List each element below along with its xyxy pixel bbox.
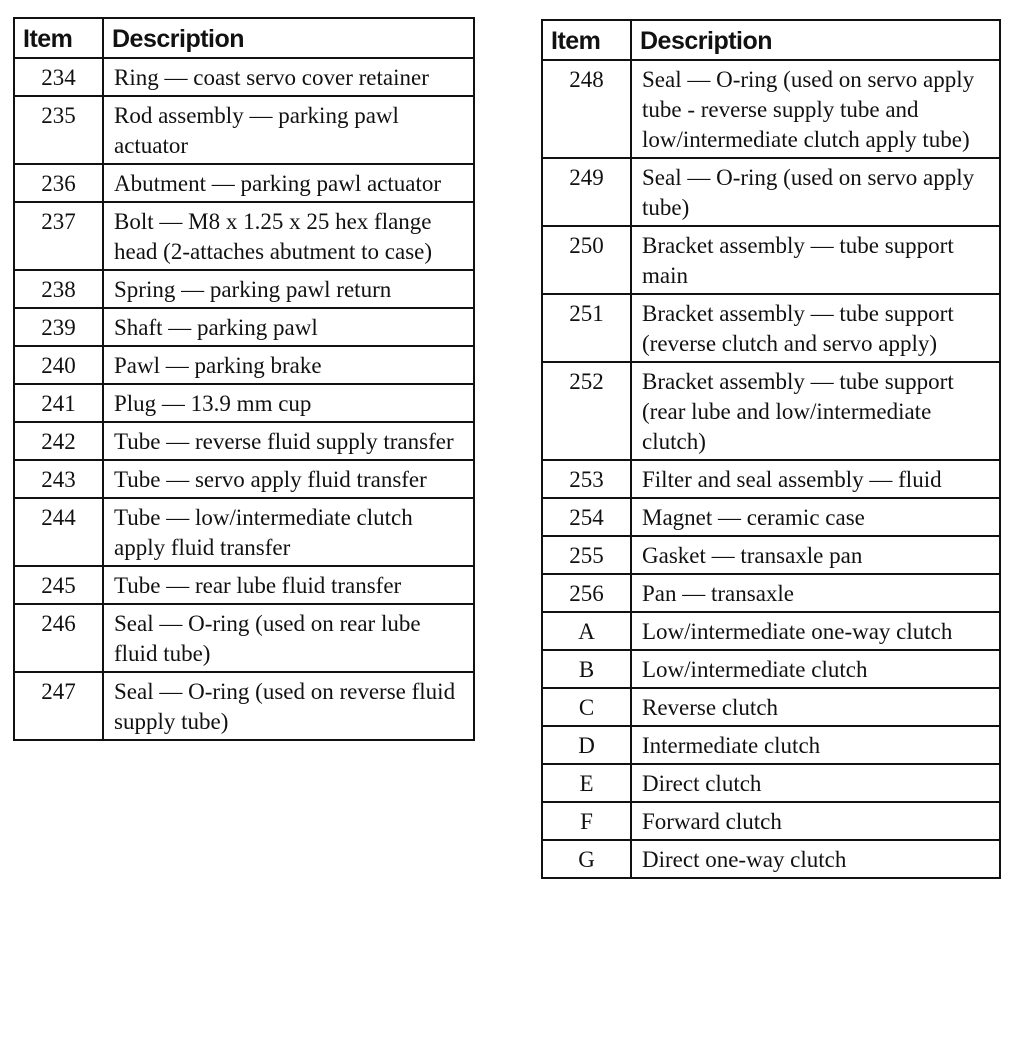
item-description: Reverse clutch bbox=[631, 688, 1000, 726]
table-row bbox=[542, 764, 1000, 802]
table-row bbox=[542, 460, 1000, 498]
item-description: Intermediate clutch bbox=[631, 726, 1000, 764]
table-row bbox=[542, 802, 1000, 840]
item-description: Rod assembly — parking pawl actuator bbox=[103, 96, 474, 164]
item-number: 244 bbox=[14, 498, 103, 566]
item-number: D bbox=[542, 726, 631, 764]
item-number: A bbox=[542, 612, 631, 650]
item-description: Bracket assembly — tube support main bbox=[631, 226, 1000, 294]
table-row bbox=[14, 498, 474, 566]
item-description: Bracket assembly — tube support (reverse clutch and servo apply) bbox=[631, 294, 1000, 362]
item-number: 245 bbox=[14, 566, 103, 604]
item-number: 256 bbox=[542, 574, 631, 612]
column-header-item: Item bbox=[14, 18, 103, 58]
item-description: Tube — low/intermediate clutch apply fluid transfer bbox=[103, 498, 474, 566]
table-row bbox=[14, 604, 474, 672]
item-description: Low/intermediate one-way clutch bbox=[631, 612, 1000, 650]
item-description: Bracket assembly — tube support (rear lube and low/intermediate clutch) bbox=[631, 362, 1000, 460]
table-row bbox=[14, 58, 474, 96]
item-description: Seal — O-ring (used on servo apply tube) bbox=[631, 158, 1000, 226]
table-row bbox=[542, 362, 1000, 460]
item-description: Tube — reverse fluid supply transfer bbox=[103, 422, 474, 460]
table-row bbox=[542, 650, 1000, 688]
item-number: 234 bbox=[14, 58, 103, 96]
item-description: Spring — parking pawl return bbox=[103, 270, 474, 308]
item-description: Tube — rear lube fluid transfer bbox=[103, 566, 474, 604]
column-header-description: Description bbox=[103, 18, 474, 58]
item-description: Seal — O-ring (used on rear lube fluid tube) bbox=[103, 604, 474, 672]
item-number: 240 bbox=[14, 346, 103, 384]
item-description: Magnet — ceramic case bbox=[631, 498, 1000, 536]
item-number: F bbox=[542, 802, 631, 840]
column-header-description: Description bbox=[631, 20, 1000, 60]
item-number: G bbox=[542, 840, 631, 878]
item-description: Low/intermediate clutch bbox=[631, 650, 1000, 688]
parts-table-right bbox=[541, 19, 1001, 879]
item-description: Bolt — M8 x 1.25 x 25 hex flange head (2-attaches abutment to case) bbox=[103, 202, 474, 270]
item-description: Seal — O-ring (used on reverse fluid supply tube) bbox=[103, 672, 474, 740]
item-number: 238 bbox=[14, 270, 103, 308]
item-number: 246 bbox=[14, 604, 103, 672]
table-body-left bbox=[14, 58, 474, 740]
item-number: 235 bbox=[14, 96, 103, 164]
item-description: Abutment — parking pawl actuator bbox=[103, 164, 474, 202]
table-row bbox=[542, 574, 1000, 612]
item-description: Filter and seal assembly — fluid bbox=[631, 460, 1000, 498]
item-number: 239 bbox=[14, 308, 103, 346]
item-number: 242 bbox=[14, 422, 103, 460]
table-row bbox=[14, 202, 474, 270]
parts-table-left bbox=[13, 17, 475, 741]
table-row bbox=[542, 726, 1000, 764]
item-description: Pawl — parking brake bbox=[103, 346, 474, 384]
table-row bbox=[542, 612, 1000, 650]
item-description: Tube — servo apply fluid transfer bbox=[103, 460, 474, 498]
table-body-right bbox=[542, 60, 1000, 878]
item-description: Ring — coast servo cover retainer bbox=[103, 58, 474, 96]
item-number: 250 bbox=[542, 226, 631, 294]
table-row bbox=[542, 60, 1000, 158]
table-row bbox=[14, 164, 474, 202]
table-row bbox=[14, 346, 474, 384]
table-row bbox=[14, 460, 474, 498]
item-description: Shaft — parking pawl bbox=[103, 308, 474, 346]
item-number: 255 bbox=[542, 536, 631, 574]
table-row bbox=[14, 566, 474, 604]
column-header-item: Item bbox=[542, 20, 631, 60]
item-number: 253 bbox=[542, 460, 631, 498]
item-number: 248 bbox=[542, 60, 631, 158]
item-description: Pan — transaxle bbox=[631, 574, 1000, 612]
item-number: E bbox=[542, 764, 631, 802]
item-number: C bbox=[542, 688, 631, 726]
table-row bbox=[542, 840, 1000, 878]
table-row bbox=[542, 226, 1000, 294]
item-number: 243 bbox=[14, 460, 103, 498]
table-row bbox=[14, 384, 474, 422]
table-header-row bbox=[542, 20, 1000, 60]
item-description: Forward clutch bbox=[631, 802, 1000, 840]
item-number: B bbox=[542, 650, 631, 688]
table-row bbox=[14, 308, 474, 346]
table-row bbox=[14, 270, 474, 308]
table-row bbox=[542, 294, 1000, 362]
item-description: Seal — O-ring (used on servo apply tube - reverse supply tube and low/intermediate clutch apply tube) bbox=[631, 60, 1000, 158]
table-row bbox=[14, 672, 474, 740]
item-description: Direct clutch bbox=[631, 764, 1000, 802]
item-number: 236 bbox=[14, 164, 103, 202]
item-number: 241 bbox=[14, 384, 103, 422]
item-description: Direct one-way clutch bbox=[631, 840, 1000, 878]
item-description: Plug — 13.9 mm cup bbox=[103, 384, 474, 422]
item-number: 249 bbox=[542, 158, 631, 226]
item-number: 247 bbox=[14, 672, 103, 740]
item-number: 237 bbox=[14, 202, 103, 270]
item-number: 252 bbox=[542, 362, 631, 460]
table-header-row bbox=[14, 18, 474, 58]
table-row bbox=[14, 422, 474, 460]
item-number: 254 bbox=[542, 498, 631, 536]
table-row bbox=[14, 96, 474, 164]
table-row bbox=[542, 688, 1000, 726]
item-number: 251 bbox=[542, 294, 631, 362]
table-row bbox=[542, 536, 1000, 574]
item-description: Gasket — transaxle pan bbox=[631, 536, 1000, 574]
table-row bbox=[542, 498, 1000, 536]
table-row bbox=[542, 158, 1000, 226]
